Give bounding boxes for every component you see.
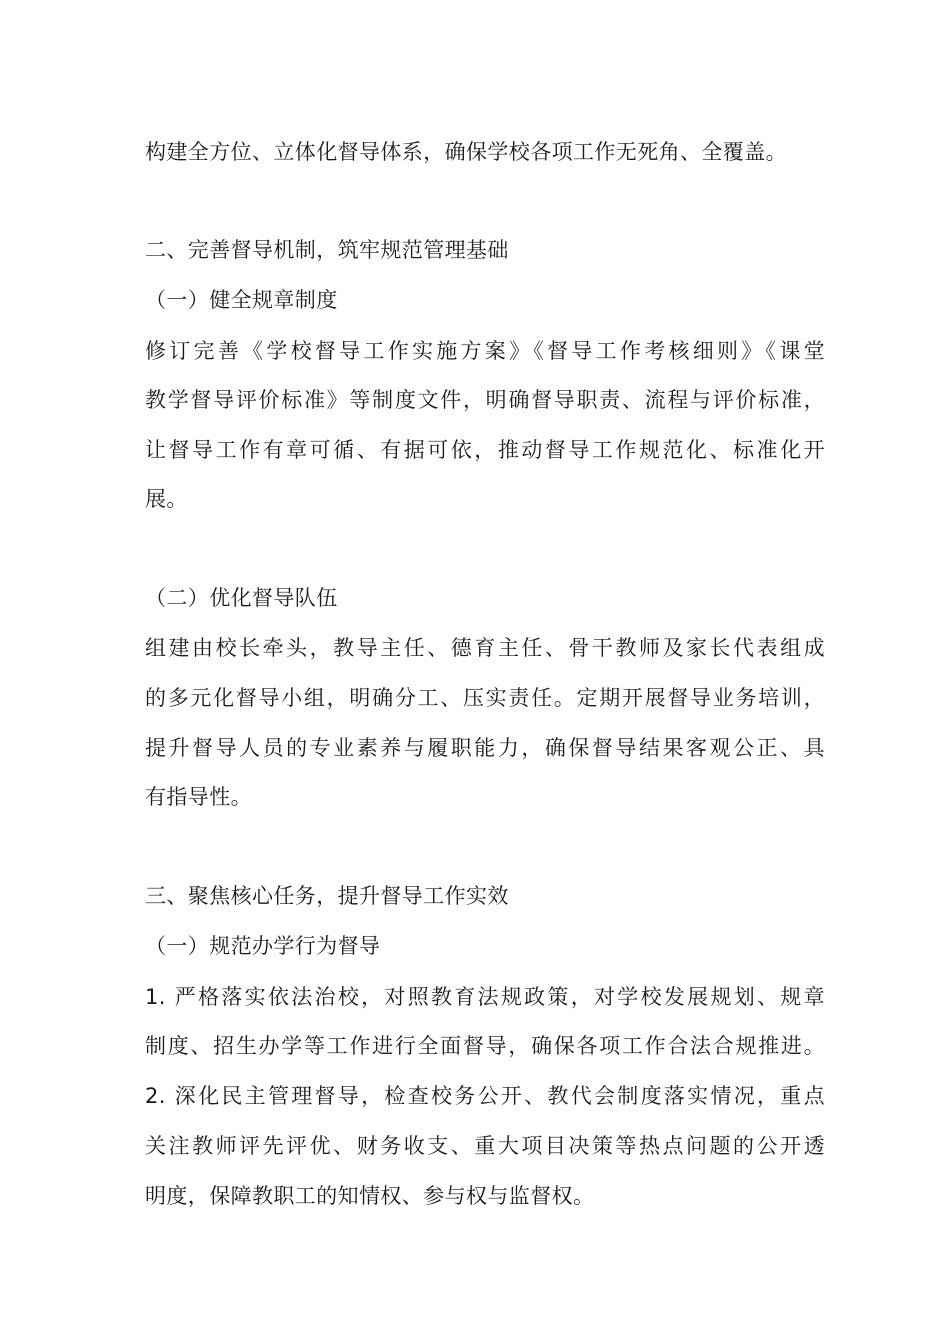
- list-item-line: 制度、招生办学等工作进行全面督导，确保各项工作合法合规推进。: [145, 1034, 825, 1058]
- list-item-line: 明度，保障教职工的知情权、参与权与监督权。: [145, 1184, 595, 1208]
- paragraph-line: 展。: [145, 487, 188, 511]
- paragraph-line: 教学督导评价标准》等制度文件，明确督导职责、流程与评价标准，: [145, 388, 825, 412]
- list-item-line: 1. 严格落实依法治校，对照教育法规政策，对学校发展规划、规章: [145, 985, 825, 1009]
- paragraph-line: 有指导性。: [145, 785, 252, 809]
- paragraph-line: 构建全方位、立体化督导体系，确保学校各项工作无死角、全覆盖。: [145, 140, 787, 164]
- list-item-line: 关注教师评先评优、财务收支、重大项目决策等热点问题的公开透: [145, 1134, 825, 1158]
- list-item-line: 2. 深化民主管理督导，检查校务公开、教代会制度落实情况，重点: [145, 1084, 825, 1108]
- section-heading: 二、完善督导机制，筑牢规范管理基础: [145, 238, 509, 262]
- paragraph-line: 提升督导人员的专业素养与履职能力，确保督导结果客观公正、具: [145, 736, 825, 760]
- paragraph-line: 让督导工作有章可循、有据可依，推动督导工作规范化、标准化开: [145, 438, 825, 462]
- subsection-heading: （一）健全规章制度: [145, 288, 338, 312]
- paragraph-line: 组建由校长牵头，教导主任、德育主任、骨干教师及家长代表组成: [145, 636, 825, 660]
- subsection-heading: （一）规范办学行为督导: [145, 934, 381, 958]
- paragraph-line: 修订完善《学校督导工作实施方案》《督导工作考核细则》《课堂: [145, 339, 825, 363]
- subsection-heading: （二）优化督导队伍: [145, 586, 338, 610]
- section-heading: 三、聚焦核心任务，提升督导工作实效: [145, 884, 509, 908]
- paragraph-line: 的多元化督导小组，明确分工、压实责任。定期开展督导业务培训，: [145, 686, 825, 710]
